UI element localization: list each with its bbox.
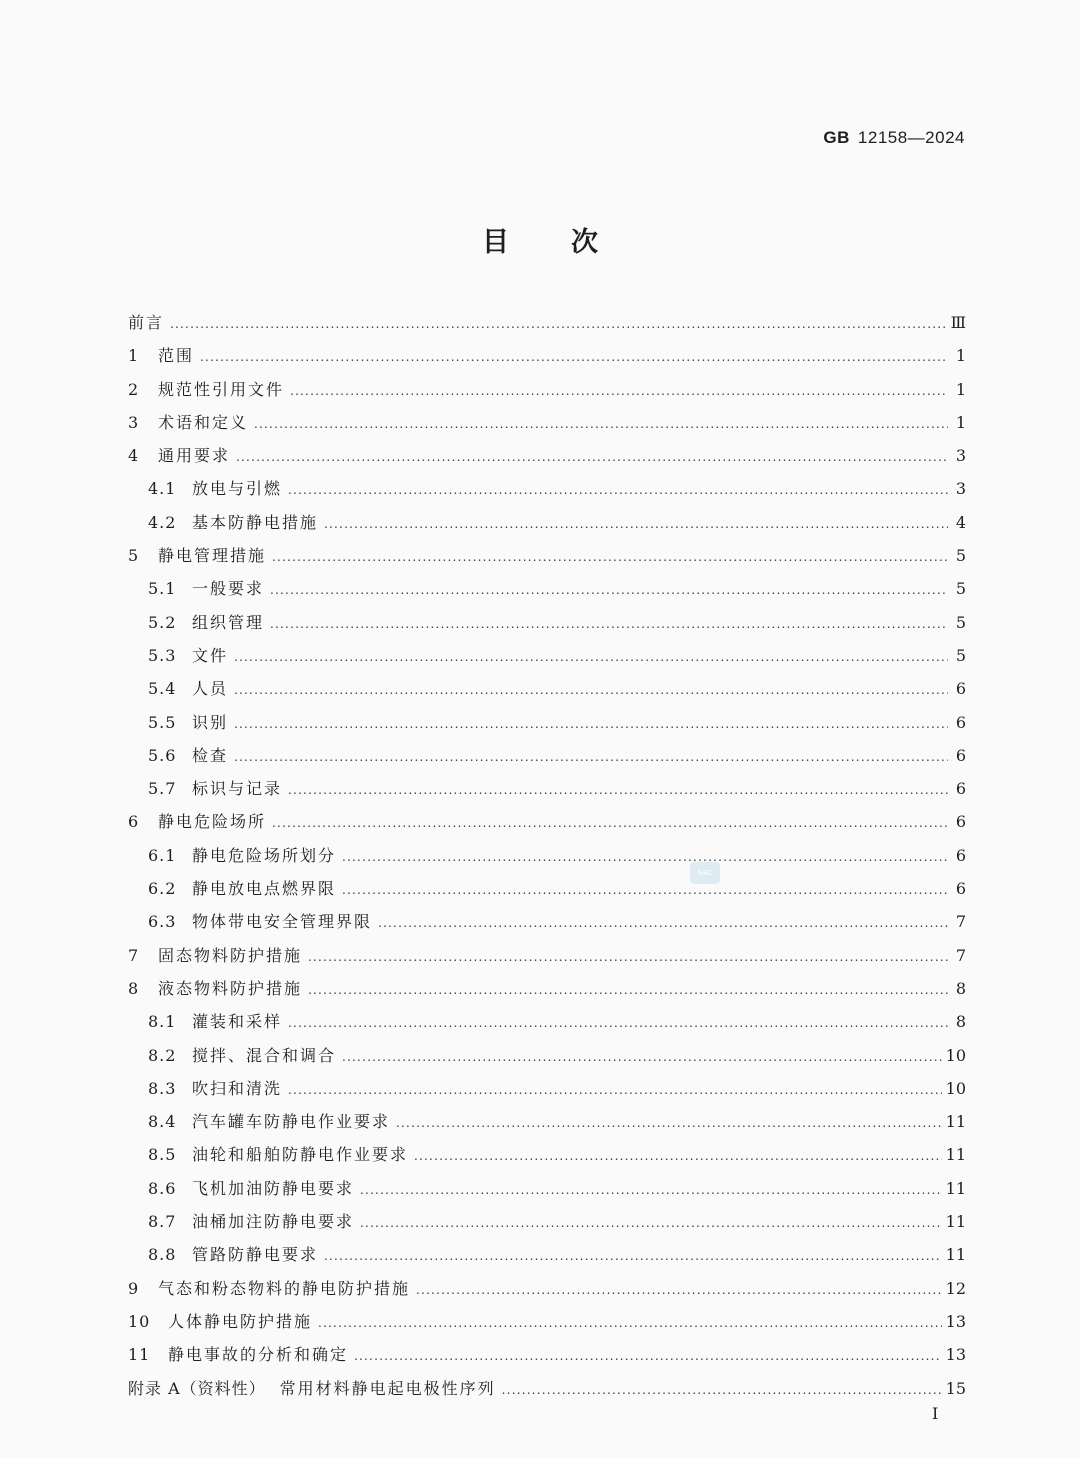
toc-entry-number: 4 <box>128 446 140 466</box>
toc-entry-label: 搅拌、混合和调合 <box>192 1045 337 1065</box>
toc-entry[interactable] <box>128 805 966 838</box>
toc-entry-label: 静电危险场所 <box>158 812 267 832</box>
toc-entry[interactable] <box>128 1138 966 1171</box>
dot-leader <box>288 774 948 807</box>
toc-entry-label: 静电放电点燃界限 <box>192 879 337 899</box>
toc-entry-label: 液态物料防护措施 <box>158 978 303 998</box>
dot-leader <box>290 375 948 408</box>
toc-entry-number: 6.3 <box>148 912 177 932</box>
toc-entry-label: 飞机加油防静电要求 <box>192 1178 355 1198</box>
toc-entry-label: 基本防静电措施 <box>192 512 319 532</box>
toc-entry[interactable] <box>128 1072 966 1105</box>
dot-leader <box>502 1374 942 1407</box>
toc-entry-number: 8.2 <box>148 1045 177 1065</box>
watermark-logo: sac <box>690 862 720 884</box>
toc-entry-page: 3 <box>955 479 966 499</box>
toc-entry[interactable] <box>128 739 966 772</box>
toc-entry-number: 6 <box>128 812 140 832</box>
footer-page-number: I <box>932 1404 939 1423</box>
toc-entry-page: 12 <box>945 1278 966 1298</box>
toc-entry-label: 油桶加注防静电要求 <box>192 1212 355 1232</box>
dot-leader <box>324 1240 942 1273</box>
toc-entry-number: 5.5 <box>148 712 177 732</box>
toc-entry[interactable] <box>128 306 966 339</box>
toc-entry-number: 11 <box>128 1345 151 1365</box>
toc-entry[interactable] <box>128 606 966 639</box>
toc-entry[interactable] <box>128 939 966 972</box>
toc-entry-number: 9 <box>128 1278 140 1298</box>
dot-leader <box>342 1041 942 1074</box>
dot-leader <box>308 941 948 974</box>
toc-entry-number: 5.3 <box>148 645 177 665</box>
dot-leader <box>308 974 948 1007</box>
toc-entry-label: 油轮和船舶防静电作业要求 <box>192 1145 409 1165</box>
toc-entry-label: 术语和定义 <box>158 412 249 432</box>
dot-leader <box>270 608 948 641</box>
toc-entry-page: 8 <box>955 978 966 998</box>
toc-entry-label: 一般要求 <box>192 579 265 599</box>
toc-entry-label: 常用材料静电起电极性序列 <box>279 1378 496 1398</box>
toc-entry[interactable] <box>128 1305 966 1338</box>
toc-entry-number: 6.1 <box>148 845 177 865</box>
page-title: 目次 <box>482 227 660 258</box>
toc-entry-label: 放电与引燃 <box>192 479 283 499</box>
dot-leader <box>270 574 948 607</box>
toc-entry-label: 组织管理 <box>192 612 265 632</box>
toc-entry[interactable] <box>128 1105 966 1138</box>
toc-entry-label: 通用要求 <box>158 446 231 466</box>
dot-leader <box>414 1140 942 1173</box>
toc-entry-page: 13 <box>945 1311 966 1331</box>
toc-entry-page: 10 <box>945 1078 966 1098</box>
dot-leader <box>254 408 948 441</box>
toc-entry[interactable] <box>128 1205 966 1238</box>
dot-leader <box>234 641 948 674</box>
toc-entry[interactable] <box>128 872 966 905</box>
toc-entry-number: 5.4 <box>148 679 177 699</box>
toc-entry-number: 8.8 <box>148 1245 177 1265</box>
toc-entry[interactable] <box>128 472 966 505</box>
dot-leader <box>342 841 948 874</box>
toc-entry-page: 6 <box>955 879 966 899</box>
toc-entry-label: 静电危险场所划分 <box>192 845 337 865</box>
toc-entry-number: 4.1 <box>148 479 177 499</box>
toc-entry[interactable] <box>128 1172 966 1205</box>
toc-entry[interactable] <box>128 439 966 472</box>
toc-entry-number: 附录 A（资料性） <box>128 1378 266 1398</box>
toc-entry-number: 2 <box>128 379 140 399</box>
toc-entry[interactable] <box>128 539 966 572</box>
toc-entry[interactable] <box>128 506 966 539</box>
dot-leader <box>288 1074 942 1107</box>
toc-entry-label: 前言 <box>128 313 165 332</box>
toc-entry[interactable] <box>128 406 966 439</box>
toc-entry-label: 固态物料防护措施 <box>158 945 303 965</box>
toc-entry-page: 6 <box>955 745 966 765</box>
dot-leader <box>288 1007 948 1040</box>
toc-entry-number: 5.6 <box>148 745 177 765</box>
toc-entry-page: 6 <box>955 845 966 865</box>
toc-entry[interactable] <box>128 1272 966 1305</box>
toc-entry[interactable] <box>128 572 966 605</box>
toc-entry-page: 7 <box>955 912 966 932</box>
dot-leader <box>354 1340 942 1373</box>
toc-entry-label: 人体静电防护措施 <box>168 1311 313 1331</box>
toc-entry-number: 5.1 <box>148 579 177 599</box>
toc-entry[interactable] <box>128 1238 966 1271</box>
toc-entry-page: 6 <box>955 712 966 732</box>
toc-entry-number: 8.5 <box>148 1145 177 1165</box>
toc-entry-label: 识别 <box>192 712 229 732</box>
toc-entry-number: 8.4 <box>148 1112 177 1132</box>
toc-entry-page: 1 <box>955 379 966 399</box>
toc-entry[interactable] <box>128 772 966 805</box>
toc-entry-page: 5 <box>955 612 966 632</box>
toc-entry[interactable] <box>128 1372 966 1405</box>
standard-code: 12158—2024 <box>857 128 965 147</box>
toc-entry-number: 1 <box>128 346 140 366</box>
toc-entry-page: 6 <box>955 779 966 799</box>
toc-entry-number: 8.3 <box>148 1078 177 1098</box>
toc-entry-number: 5.2 <box>148 612 177 632</box>
toc-entry[interactable] <box>128 706 966 739</box>
dot-leader <box>170 308 947 341</box>
dot-leader <box>234 708 948 741</box>
toc-entry-label: 汽车罐车防静电作业要求 <box>192 1112 391 1132</box>
dot-leader <box>360 1207 942 1240</box>
toc-entry-page: 1 <box>955 346 966 366</box>
standard-prefix: GB <box>823 128 850 147</box>
dot-leader <box>318 1307 942 1340</box>
toc-entry-page: 6 <box>955 679 966 699</box>
toc-entry[interactable] <box>128 972 966 1005</box>
toc-entry-page: Ⅲ <box>950 313 966 332</box>
toc-entry-page: 13 <box>945 1345 966 1365</box>
dot-leader <box>396 1107 942 1140</box>
toc-entry-page: 5 <box>955 645 966 665</box>
toc-entry-page: 5 <box>955 546 966 566</box>
toc-entry-page: 11 <box>945 1112 966 1132</box>
toc-entry-label: 物体带电安全管理界限 <box>192 912 373 932</box>
dot-leader <box>272 541 948 574</box>
toc-entry-label: 标识与记录 <box>192 779 283 799</box>
dot-leader <box>236 441 948 474</box>
toc-entry-label: 灌装和采样 <box>192 1012 283 1032</box>
toc-entry-number: 7 <box>128 945 140 965</box>
dot-leader <box>416 1274 942 1307</box>
toc-entry[interactable] <box>128 1338 966 1371</box>
toc-entry-page: 4 <box>955 512 966 532</box>
toc-entry-number: 8.1 <box>148 1012 177 1032</box>
toc-entry-number: 8 <box>128 978 140 998</box>
table-of-contents <box>128 306 966 1405</box>
dot-leader <box>272 807 948 840</box>
toc-entry-number: 5 <box>128 546 140 566</box>
toc-entry[interactable] <box>128 672 966 705</box>
toc-entry-page: 10 <box>945 1045 966 1065</box>
toc-entry-page: 11 <box>945 1145 966 1165</box>
toc-entry-number: 5.7 <box>148 779 177 799</box>
dot-leader <box>200 341 948 374</box>
toc-entry-label: 管路防静电要求 <box>192 1245 319 1265</box>
toc-entry-page: 3 <box>955 446 966 466</box>
standard-number <box>823 128 965 148</box>
dot-leader <box>360 1174 942 1207</box>
toc-entry-label: 检查 <box>192 745 229 765</box>
toc-entry-label: 吹扫和清洗 <box>192 1078 283 1098</box>
toc-entry-page: 15 <box>945 1378 966 1398</box>
toc-entry-number: 8.6 <box>148 1178 177 1198</box>
toc-entry-page: 6 <box>955 812 966 832</box>
toc-entry-page: 11 <box>945 1178 966 1198</box>
dot-leader <box>234 741 948 774</box>
dot-leader <box>234 674 948 707</box>
toc-entry-label: 文件 <box>192 645 229 665</box>
toc-entry[interactable] <box>128 339 966 372</box>
toc-entry-label: 规范性引用文件 <box>158 379 285 399</box>
toc-entry[interactable] <box>128 373 966 406</box>
toc-entry-page: 7 <box>955 945 966 965</box>
toc-entry[interactable] <box>128 905 966 938</box>
toc-entry-number: 6.2 <box>148 879 177 899</box>
toc-entry-number: 8.7 <box>148 1212 177 1232</box>
toc-entry-label: 静电事故的分析和确定 <box>168 1345 349 1365</box>
dot-leader <box>342 874 948 907</box>
toc-entry-page: 8 <box>955 1012 966 1032</box>
toc-entry[interactable] <box>128 639 966 672</box>
toc-entry[interactable] <box>128 1005 966 1038</box>
toc-entry-page: 11 <box>945 1212 966 1232</box>
dot-leader <box>378 907 948 940</box>
toc-entry-page: 5 <box>955 579 966 599</box>
toc-entry-label: 范围 <box>158 346 195 366</box>
toc-entry[interactable] <box>128 839 966 872</box>
toc-entry-page: 11 <box>945 1245 966 1265</box>
toc-entry[interactable] <box>128 1039 966 1072</box>
toc-entry-number: 10 <box>128 1311 151 1331</box>
toc-entry-page: 1 <box>955 412 966 432</box>
dot-leader <box>288 474 948 507</box>
toc-entry-label: 静电管理措施 <box>158 546 267 566</box>
toc-entry-number: 4.2 <box>148 512 177 532</box>
toc-entry-label: 气态和粉态物料的静电防护措施 <box>158 1278 411 1298</box>
dot-leader <box>324 508 948 541</box>
toc-entry-number: 3 <box>128 412 140 432</box>
toc-entry-label: 人员 <box>192 679 229 699</box>
